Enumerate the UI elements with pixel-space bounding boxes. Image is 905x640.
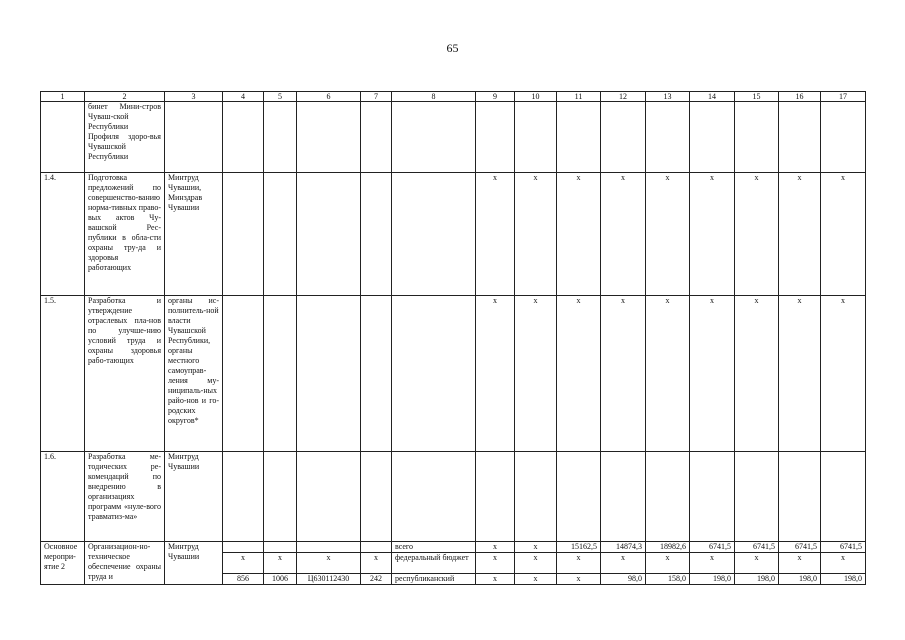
header-cell: 11 <box>557 92 601 102</box>
value-cell: x <box>690 173 735 296</box>
responsible-executor: органы ис-полнитель-ной власти Чувашской Республики, органы местного самоуправ-ления му-ниципаль-ных райо-нов и го-родских округов* <box>165 296 223 452</box>
table-row <box>41 452 866 542</box>
row-number: 1.4. <box>41 173 85 296</box>
value-cell: 6741,5 <box>735 542 779 553</box>
header-cell: 17 <box>821 92 866 102</box>
value-cell: 6741,5 <box>821 542 866 553</box>
responsible-executor: Минтруд Чувашии, Минздрав Чувашии <box>165 173 223 296</box>
value-cell: 18982,6 <box>646 542 690 553</box>
value-cell: x <box>735 173 779 296</box>
activity-name: Разработка и утверждение отраслевых пла-нов по улучше-нию условий труда и охраны здоровья рабо-тающих <box>85 296 165 452</box>
value-cell: x <box>515 542 557 553</box>
code-cell: 242 <box>361 574 392 585</box>
header-cell: 2 <box>85 92 165 102</box>
header-cell: 10 <box>515 92 557 102</box>
table-row <box>41 542 866 553</box>
value-cell: x <box>779 296 821 452</box>
header-row <box>41 92 866 102</box>
value-cell: 6741,5 <box>690 542 735 553</box>
value-cell: x <box>735 553 779 574</box>
value-cell: x <box>779 173 821 296</box>
code-cell: 856 <box>223 574 264 585</box>
value-cell: x <box>646 296 690 452</box>
value-cell: x <box>779 553 821 574</box>
page-number: 65 <box>446 41 459 55</box>
value-cell: x <box>601 553 646 574</box>
value-cell: 198,0 <box>735 574 779 585</box>
value-cell: x <box>515 574 557 585</box>
code-cell: 1006 <box>264 574 297 585</box>
header-cell: 8 <box>392 92 476 102</box>
value-cell: 198,0 <box>779 574 821 585</box>
value-cell: x <box>557 173 601 296</box>
value-cell: x <box>557 296 601 452</box>
header-cell: 9 <box>476 92 515 102</box>
value-cell: x <box>515 553 557 574</box>
value-cell: x <box>476 553 515 574</box>
value-cell: x <box>515 296 557 452</box>
responsible-executor: Минтруд Чувашии <box>165 452 223 542</box>
value-cell: 14874,3 <box>601 542 646 553</box>
header-cell: 16 <box>779 92 821 102</box>
funding-source: республиканский <box>392 574 476 585</box>
funding-source: федеральный бюджет <box>392 553 476 574</box>
value-cell: 15162,5 <box>557 542 601 553</box>
table-row <box>41 173 866 296</box>
value-cell: x <box>646 553 690 574</box>
value-cell: x <box>557 574 601 585</box>
value-cell: 198,0 <box>821 574 866 585</box>
header-cell: 13 <box>646 92 690 102</box>
code-cell <box>264 542 297 553</box>
value-cell: x <box>646 173 690 296</box>
row-number: 1.5. <box>41 296 85 452</box>
funding-source: всего <box>392 542 476 553</box>
value-cell: x <box>476 296 515 452</box>
value-cell: x <box>476 574 515 585</box>
value-cell: x <box>601 173 646 296</box>
row-number: 1.6. <box>41 452 85 542</box>
value-cell: x <box>821 296 866 452</box>
value-cell: x <box>476 173 515 296</box>
header-cell: 15 <box>735 92 779 102</box>
code-cell <box>297 542 361 553</box>
table-row <box>41 102 866 173</box>
activity-name: Организацион-но-техническое обеспечение охраны труда и <box>85 542 165 585</box>
value-cell: x <box>821 173 866 296</box>
value-cell: x <box>735 296 779 452</box>
code-cell: x <box>361 553 392 574</box>
code-cell <box>361 542 392 553</box>
value-cell: x <box>690 553 735 574</box>
header-cell: 14 <box>690 92 735 102</box>
activity-name: Подготовка предложений по совершенство-ванию норма-тивных право-вых актов Чу-вашской Рес-публики в обла-сти охраны тру-да и здоровья работающих <box>85 173 165 296</box>
code-cell: x <box>297 553 361 574</box>
header-cell: 1 <box>41 92 85 102</box>
value-cell: 158,0 <box>646 574 690 585</box>
code-cell <box>223 542 264 553</box>
header-cell: 6 <box>297 92 361 102</box>
value-cell: x <box>557 553 601 574</box>
header-cell: 12 <box>601 92 646 102</box>
table-row <box>41 296 866 452</box>
code-cell: x <box>223 553 264 574</box>
value-cell: x <box>515 173 557 296</box>
value-cell: x <box>690 296 735 452</box>
value-cell: x <box>476 542 515 553</box>
program-activities-table <box>40 91 866 585</box>
row-number: Основное меропри-ятие 2 <box>41 542 85 585</box>
value-cell: 6741,5 <box>779 542 821 553</box>
header-cell: 3 <box>165 92 223 102</box>
value-cell: x <box>601 296 646 452</box>
value-cell: 98,0 <box>601 574 646 585</box>
header-cell: 5 <box>264 92 297 102</box>
value-cell: 198,0 <box>690 574 735 585</box>
code-cell: Ц630112430 <box>297 574 361 585</box>
responsible-executor: Минтруд Чувашии <box>165 542 223 585</box>
value-cell: x <box>821 553 866 574</box>
header-cell: 4 <box>223 92 264 102</box>
activity-name: бинет Мини-стров Чуваш-ской Республики Профиля здоро-вья Чувашской Республики <box>85 102 165 173</box>
header-cell: 7 <box>361 92 392 102</box>
activity-name: Разработка ме-тодических ре-комендаций по внедрению в организациях программ «нуле-вого травматиз-ма» <box>85 452 165 542</box>
code-cell: x <box>264 553 297 574</box>
